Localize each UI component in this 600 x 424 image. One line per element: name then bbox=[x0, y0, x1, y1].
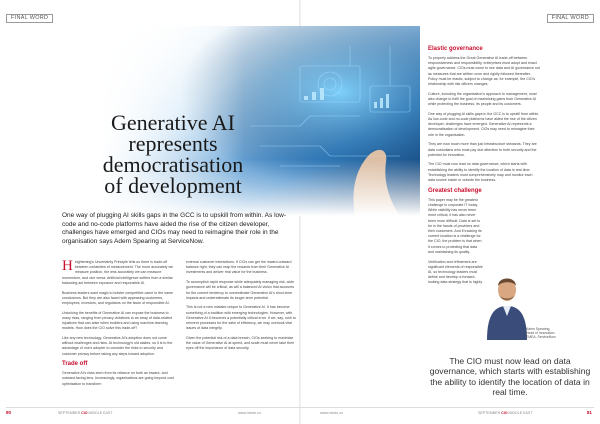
url-left[interactable]: www.mecio.co bbox=[238, 411, 261, 415]
body-paragraph: Generative AI’s risks stem from its reliance on both an inward- and outward-facing lens. Increasingly, organisations are going beyond cost optimisation to transform bbox=[62, 371, 174, 386]
body-paragraph: Like any new technology, Generative AI’s adoption does not come without challenges and risks. At technology’s old stakes, so it is to the advantage of one’s adopter to consider the risks to security and customer privacy before taking any steps toward adoption. bbox=[62, 335, 173, 356]
body-paragraph: Heightening’s Uncertainty Principle tells us there is trade-off between certainties of measurement. The more accurately we measure position, the less accurately we can measure momentum, and vice versa. Artificial intelligence suffers from a similar balancing act between exposure and responsible AI. bbox=[62, 258, 174, 285]
dropcap: H bbox=[62, 258, 73, 274]
body-paragraph: external customer interactions. If CIOs can get the inward-outward balance right, they can reap the rewards from their Generative AI investments and deliver real value for the business. bbox=[186, 260, 292, 275]
page-number-right: 81 bbox=[586, 410, 592, 415]
subhead-elastic-governance: Elastic governance bbox=[428, 46, 483, 52]
publication-left: SEPTEMBER CIO MIDDLE EAST bbox=[58, 411, 113, 415]
body-column-1 bbox=[62, 260, 176, 391]
body-paragraph: One way of plugging AI skills gaps in the GCC is to upskill from within. As low-code and no-code platforms have aided the rise of the citizen developer, challenges have emerged. Generative AI represents a democratisation of development. CIOs may need to reimagine their role in the organisation. bbox=[428, 111, 540, 137]
body-paragraph: This paper may be the greatest challenge in corporate IT today. While visibility has never been more critical, it has also never been more difficult. Data is set to be in the hands of providers and their customers. And if tracking its current location is a challenge for the CIO, the problem is that when it comes to protecting that data and maintaining its quality. bbox=[428, 197, 482, 254]
body-column-2 bbox=[186, 260, 296, 356]
body-paragraph: Culture, including the organisation’s approach to management, must also change to fulfil the goal of maximising gains from Generative AI while protecting the business, its people and its customers. bbox=[428, 91, 537, 107]
body-paragraph: Business leaders want magic to bolster competitive came to the same conclusions. But they are also faced with appeasing customers, employees, investors, and regulators on the issue of responsible AI. bbox=[62, 290, 174, 305]
body-paragraph: Unlocking the benefits of Generative AI can expose the business to many risks, ranging from privacy violations to an array of data-related injustices that can arise when builders and using machine-learning models. How does the CIO solve this trade-off? bbox=[62, 310, 173, 331]
url-right[interactable]: www.mecio.co bbox=[320, 411, 343, 415]
footer-rule bbox=[6, 407, 594, 408]
section-tab-left: FINAL WORD bbox=[6, 14, 53, 23]
portrait-caption: Adem Spearing, Head of Innovation EMEA, ServiceNow bbox=[526, 327, 556, 340]
page-number-left: 80 bbox=[6, 410, 12, 415]
body-paragraph: Given the potential risk of a data breach, CIOs seeking to maximise the value of Generative AI at speed, and scale must never take their eyes off the importance of data security. bbox=[186, 335, 295, 351]
publication-right: SEPTEMBER CIO MIDDLE EAST bbox=[478, 411, 533, 415]
pull-quote: The CIO must now lead on data governance, which starts with establishing the ability to identify the location of data in real time. bbox=[429, 356, 591, 398]
body-paragraph: Verification and refinement are significant elements of responsible AI, so technology leaders must define and develop a forward-looking data strategy that is highly bbox=[428, 259, 483, 285]
article-headline: Generative AI represents democratisation of development bbox=[102, 110, 244, 198]
subhead-greatest-challenge: Greatest challenge bbox=[428, 187, 482, 194]
article-standfirst: One way of plugging AI skills gaps in the GCC is to upskill from within. As low-code and no-code platforms have aided the rise of the citizen developer, challenges have emerged and CIOs may need to reimagine their role in the organisation says Adem Spearing at ServiceNow. bbox=[62, 212, 286, 245]
body-paragraph: To properly address the Great Generative AI trade-off between responsiveness and responsibility, enterprises must adopt and enact agile governance. CIOs must come to see data and AI governance not as measures that are written once and rigidly followed thereafter. Policy must be elastic, subject to change as, for example, the CIO’s relationship with risk officers changes. bbox=[428, 56, 540, 87]
body-paragraph: This is not a new mistake unique to Generative AI. It has become something of a tradition with emerging technologies. However, with Generative AI it becomes a potentially critical error. If we, say, rush to reinvent processes for the sake of efficiency, we may overlook vital issues of data integrity. bbox=[186, 305, 296, 331]
body-paragraph: The CIO must now lead on data governance, which starts with establishing the ability to identify the location of data in real time. Technology leaders must comprehensively map and monitor each data source inside or outside the business. bbox=[428, 162, 533, 183]
subhead-trade-off: Trade off bbox=[62, 361, 88, 368]
body-column-3 bbox=[428, 46, 540, 290]
body-paragraph: They are now much more than just infrastructure stewards. They are data custodians who must pay due attention to both security and the potential for innovation. bbox=[428, 142, 537, 157]
section-tab-right: FINAL WORD bbox=[547, 14, 594, 23]
body-paragraph: To accomplish rapid response while adequately managing risk, wide governance will be critical, as will a balanced AI vision that accounts for the current tendency to overestimate Generative AI’s short-term impacts and underestimate its longer-term potential. bbox=[186, 280, 295, 300]
